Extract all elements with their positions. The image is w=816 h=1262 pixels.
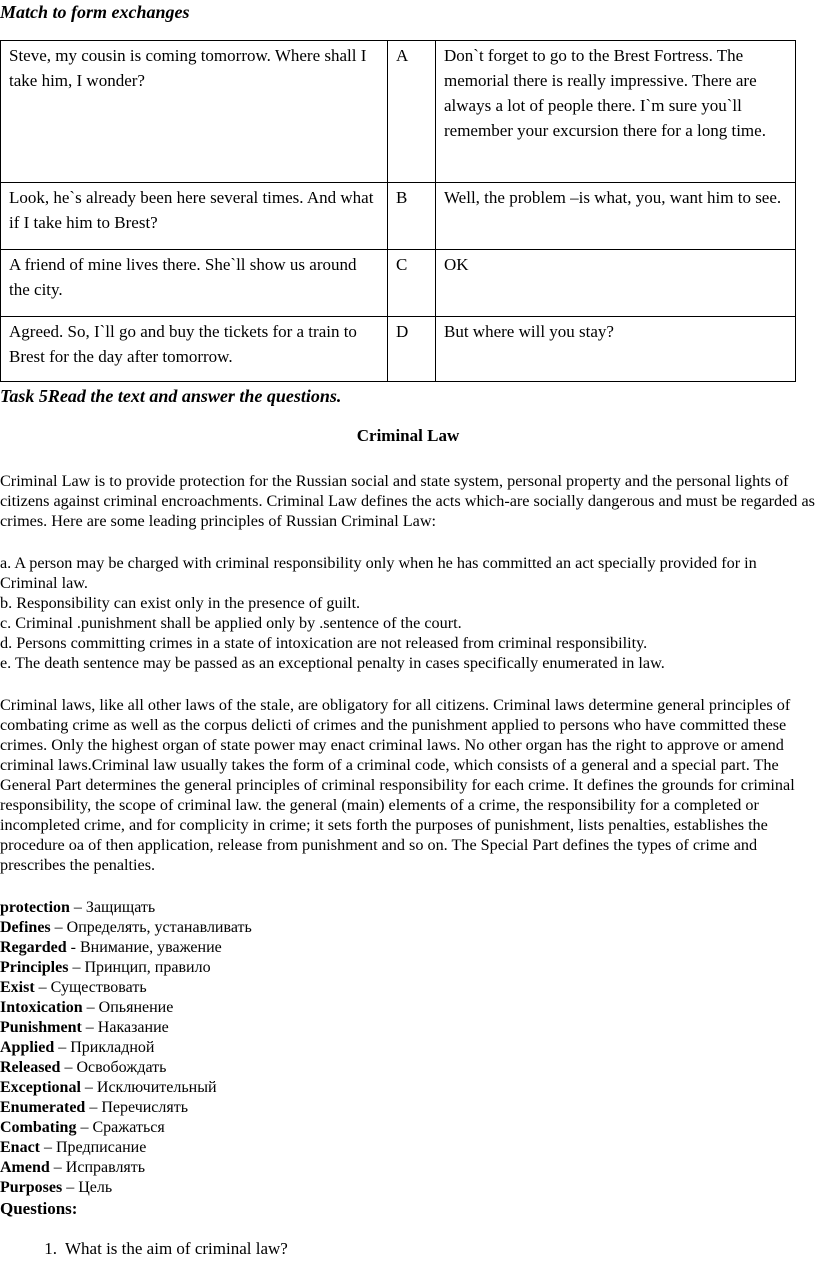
intro-paragraph: Criminal Law is to provide protection for the Russian social and state system, personal property and the personal lights of citizens against criminal encroachments. Criminal Law defines the acts which-are socially dangerous and must be regarded as crimes. Here are some leading principles of Russian Criminal Law: <box>0 472 815 530</box>
vocab-separator: – <box>69 899 86 916</box>
vocab-definition: Прикладной <box>70 1039 155 1056</box>
vocab-term: Applied <box>0 1039 55 1056</box>
principle-item: c. Criminal .punishment shall be applied only by .sentence of the court. <box>0 614 462 632</box>
vocab-item <box>0 1138 600 1158</box>
table-row <box>1 317 796 382</box>
vocab-term: Exist <box>0 979 35 996</box>
right-phrase: Well, the problem –is what, you, want him to see. <box>436 183 796 250</box>
vocab-definition: Защищать <box>85 899 156 916</box>
vocab-separator: – <box>85 1099 102 1116</box>
right-phrase: Don`t forget to go to the Brest Fortress. The memorial there is really impressive. There are always a lot of people there. I`m sure you`ll remember your excursion there for a long time. <box>436 41 796 183</box>
vocab-term: Exceptional <box>0 1079 81 1096</box>
vocab-item <box>0 1178 600 1198</box>
vocab-item <box>0 998 600 1018</box>
vocab-definition: Сражаться <box>92 1119 165 1136</box>
table-row <box>1 41 796 183</box>
vocab-term: Purposes <box>0 1179 63 1196</box>
questions-title: Questions: <box>0 1199 78 1218</box>
vocab-separator: – <box>80 1079 97 1096</box>
vocab-term: Intoxication <box>0 999 83 1016</box>
vocab-definition: Исключительный <box>96 1079 217 1096</box>
vocab-item <box>0 898 600 918</box>
left-phrase: Agreed. So, I`ll go and buy the tickets for a train to Brest for the day after tomorrow. <box>1 317 388 382</box>
text-title: Criminal Law <box>356 426 460 445</box>
vocab-definition: Предписание <box>56 1139 147 1156</box>
vocab-separator: – <box>34 979 51 996</box>
vocab-separator: – <box>50 919 67 936</box>
task-title: Task 5Read the text and answer the questions. <box>0 386 342 406</box>
option-letter: D <box>388 317 436 382</box>
vocab-item <box>0 978 600 998</box>
vocab-item <box>0 918 600 938</box>
vocab-term: Principles <box>0 959 69 976</box>
vocab-separator: – <box>49 1159 66 1176</box>
table-row <box>1 250 796 317</box>
right-phrase: But where will you stay? <box>436 317 796 382</box>
questions-list <box>0 1238 288 1260</box>
vocab-separator: – <box>54 1039 71 1056</box>
vocab-definition: Существовать <box>50 979 147 996</box>
vocab-item <box>0 1118 600 1138</box>
vocab-term: Defines <box>0 919 51 936</box>
vocab-separator: – <box>68 959 85 976</box>
vocab-item <box>0 938 600 958</box>
vocab-definition: Исправлять <box>65 1159 146 1176</box>
vocab-separator: – <box>60 1059 77 1076</box>
question-number: 1. <box>44 1239 57 1258</box>
option-letter: B <box>388 183 436 250</box>
principle-item: d. Persons committing crimes in a state of intoxication are not released from criminal responsibility. <box>0 634 648 652</box>
vocab-term: Released <box>0 1059 61 1076</box>
left-phrase: Steve, my cousin is coming tomorrow. Where shall I take him, I wonder? <box>1 41 388 183</box>
match-exercise-title: Match to form exchanges <box>0 2 190 22</box>
main-paragraph: Criminal laws, like all other laws of the stale, are obligatory for all citizens. Criminal laws determine general principles of combating crime as well as the corpus delicti of crimes and the punishment applied to persons who have committed these crimes. Only the highest organ of state power may enact criminal laws. No other organ has the right to approve or amend criminal laws.Criminal law usually takes the form of a criminal code, which consists of a general and a special part. The General Part determines the general principles of criminal responsibility for each crime. It defines the grounds for criminal responsibility, the scope of criminal law. the general (main) elements of a crime, the responsibility for a completed or incompleted crime, and for complicity in crime; it sets forth the purposes of punishment, lists penalties, establishes the procedure oa of then application, release from punishment and so on. The Special Part defines the types of crime and prescribes the penalties. <box>0 696 795 874</box>
vocab-definition: Внимание, уважение <box>79 939 222 956</box>
option-letter: C <box>388 250 436 317</box>
vocab-definition: Определять, устанавливать <box>66 919 252 936</box>
principle-item: e. The death sentence may be passed as an exceptional penalty in cases specifically enumerated in law. <box>0 654 665 672</box>
vocab-separator: – <box>82 999 99 1016</box>
vocab-item <box>0 1098 600 1118</box>
right-phrase: OK <box>436 250 796 317</box>
vocab-term: Amend <box>0 1159 50 1176</box>
vocab-definition: Цель <box>78 1179 113 1196</box>
vocab-definition: Освобождать <box>76 1059 167 1076</box>
vocab-term: Enumerated <box>0 1099 86 1116</box>
table-row <box>1 183 796 250</box>
match-exchanges-table <box>0 40 796 382</box>
vocab-item <box>0 1038 600 1058</box>
vocab-item <box>0 1018 600 1038</box>
vocab-term: Regarded <box>0 939 67 956</box>
vocab-item <box>0 1158 600 1178</box>
principles-list <box>0 553 816 673</box>
principle-item: b. Responsibility can exist only in the presence of guilt. <box>0 594 361 612</box>
vocab-term: Enact <box>0 1139 40 1156</box>
vocab-definition: Опьянение <box>98 999 174 1016</box>
vocab-term: Combating <box>0 1119 77 1136</box>
option-letter: A <box>388 41 436 183</box>
vocab-item <box>0 1078 600 1098</box>
vocab-definition: Наказание <box>97 1019 169 1036</box>
vocab-separator: - <box>66 939 80 956</box>
principle-item: a. A person may be charged with criminal responsibility only when he has committed an act specially provided for in Criminal law. <box>0 554 757 592</box>
question-item <box>0 1238 288 1260</box>
vocab-definition: Перечислять <box>101 1099 189 1116</box>
vocab-separator: – <box>81 1019 98 1036</box>
left-phrase: Look, he`s already been here several times. And what if I take him to Brest? <box>1 183 388 250</box>
vocab-term: protection <box>0 899 70 916</box>
left-phrase: A friend of mine lives there. She`ll show us around the city. <box>1 250 388 317</box>
vocab-separator: – <box>62 1179 79 1196</box>
question-text: What is the aim of criminal law? <box>65 1239 288 1258</box>
vocab-term: Punishment <box>0 1019 82 1036</box>
vocab-separator: – <box>76 1119 93 1136</box>
vocab-item <box>0 1058 600 1078</box>
vocab-definition: Принцип, правило <box>84 959 211 976</box>
vocab-separator: – <box>40 1139 56 1156</box>
vocab-item <box>0 958 600 978</box>
vocabulary-list <box>0 898 600 1198</box>
